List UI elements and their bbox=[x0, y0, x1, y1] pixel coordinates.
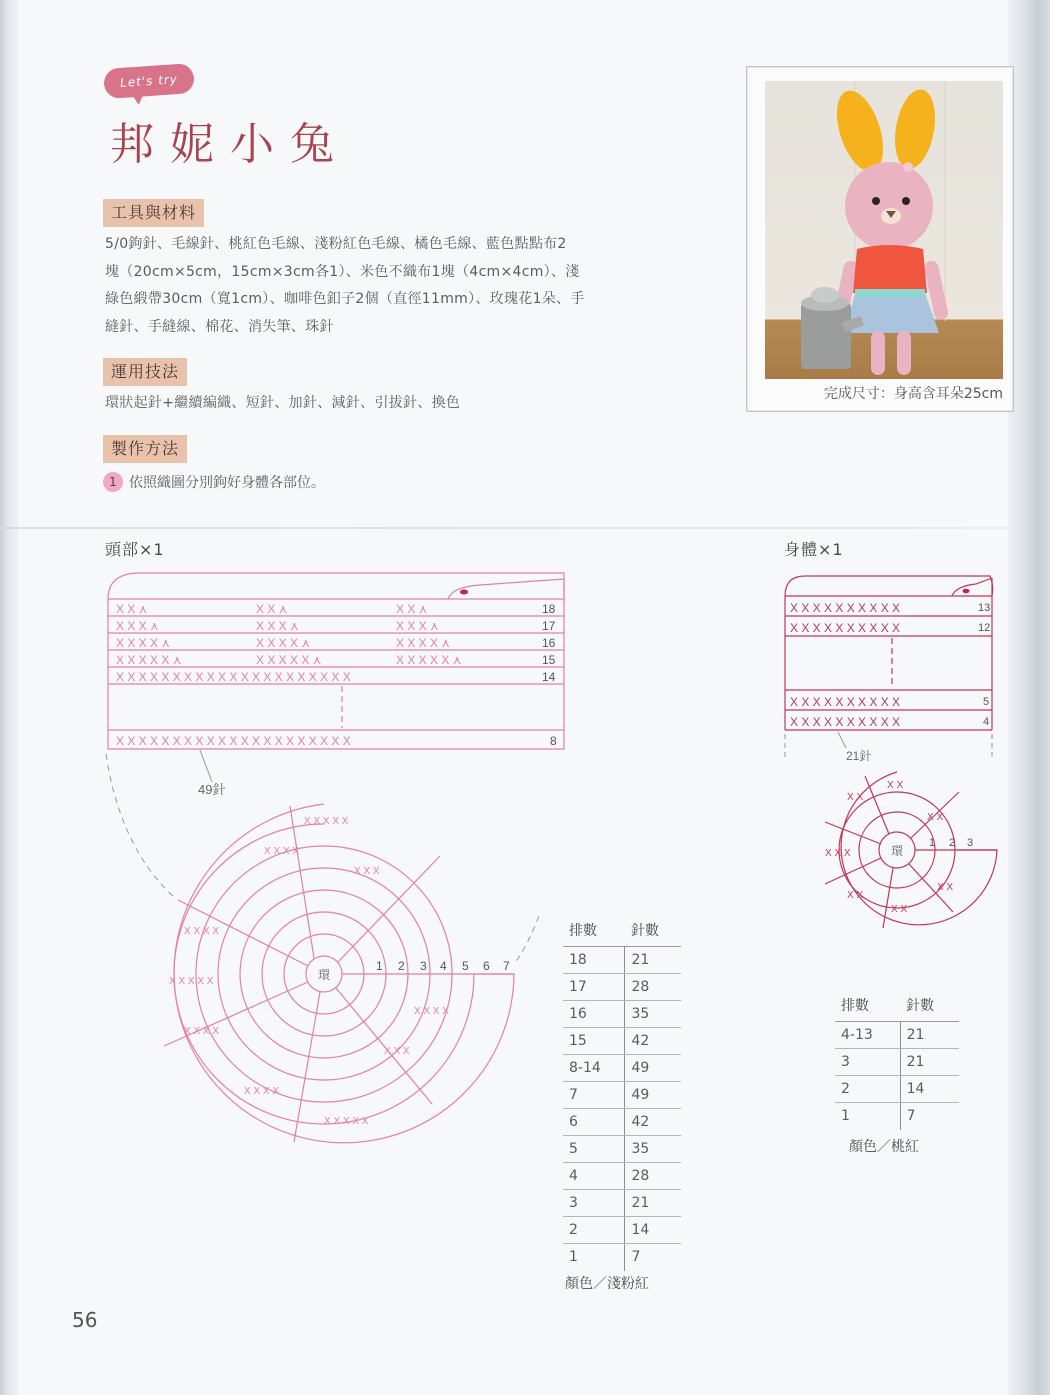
round-number: 3 bbox=[420, 959, 427, 973]
col-header-stitches: 針數 bbox=[625, 920, 681, 947]
table-row bbox=[563, 1217, 681, 1244]
row-number: 16 bbox=[542, 636, 556, 650]
materials-line: 縫針、手縫線、棉花、消失筆、珠針 bbox=[105, 318, 334, 335]
section-label-techniques: 運用技法 bbox=[103, 358, 187, 386]
table-cell: 35 bbox=[625, 1136, 681, 1163]
col-header-rows: 排數 bbox=[563, 920, 625, 947]
diagram-text: X X ⋏ bbox=[256, 602, 288, 616]
table-cell: 21 bbox=[625, 947, 681, 974]
diagram-text: X X X bbox=[825, 848, 851, 859]
table-cell: 7 bbox=[563, 1082, 625, 1109]
table-cell: 2 bbox=[835, 1076, 900, 1103]
head-center-ring-label: 環 bbox=[318, 968, 331, 982]
diagram-text: X X X X ⋏ bbox=[116, 636, 171, 650]
row-number: 18 bbox=[542, 602, 556, 616]
table-row bbox=[835, 1049, 959, 1076]
table-cell: 18 bbox=[563, 947, 625, 974]
table-cell: 5 bbox=[563, 1136, 625, 1163]
round-number: 5 bbox=[462, 959, 469, 973]
head-stitch-count-note: 49針 bbox=[198, 782, 226, 797]
bunny-illustration bbox=[765, 81, 1003, 379]
row-number: 13 bbox=[978, 602, 991, 614]
diagram-text: X X X X X X X X X X bbox=[790, 715, 901, 729]
materials-line: 塊（20cm×5cm，15cm×3cm各1）、米色不織布1塊（4cm×4cm）、淺 bbox=[105, 263, 580, 280]
table-row bbox=[563, 1109, 681, 1136]
finished-photo-frame bbox=[746, 66, 1014, 412]
diagram-text: X X X ⋏ bbox=[116, 619, 159, 633]
diagram-text: X X X bbox=[384, 1046, 410, 1057]
diagram-text: X X X X ⋏ bbox=[256, 636, 311, 650]
table-cell: 4-13 bbox=[835, 1022, 900, 1049]
round-stitch-symbols bbox=[169, 816, 449, 1127]
diagram-text: X X bbox=[847, 890, 864, 901]
table-row bbox=[563, 1136, 681, 1163]
diagram-text: X X X X ⋏ bbox=[396, 636, 451, 650]
table-cell: 17 bbox=[563, 974, 625, 1001]
table-cell: 15 bbox=[563, 1028, 625, 1055]
materials-line: 5/0鉤針、毛線針、桃紅色毛線、淺粉紅色毛線、橘色毛線、藍色點點布2 bbox=[105, 236, 567, 252]
table-cell: 42 bbox=[625, 1109, 681, 1136]
diagram-text: X X X X X X X X X X bbox=[790, 621, 901, 635]
diagram-text: X X X X bbox=[264, 846, 300, 857]
body-color-note: 顏色／桃紅 bbox=[849, 1139, 919, 1155]
body-row-chart bbox=[780, 568, 1000, 768]
table-row bbox=[563, 1244, 681, 1271]
table-cell: 49 bbox=[625, 1055, 681, 1082]
book-spine-shadow bbox=[0, 0, 18, 1395]
diagram-text: X X X ⋏ bbox=[396, 619, 439, 633]
diagram-text: X X X X X bbox=[304, 816, 349, 827]
page-number: 56 bbox=[72, 1308, 98, 1332]
round-number: 1 bbox=[376, 959, 383, 973]
diagram-text: X X ⋏ bbox=[116, 602, 148, 616]
table-row bbox=[835, 1022, 959, 1049]
head-round-chart bbox=[100, 748, 540, 1148]
diagram-text: X X X X bbox=[184, 926, 220, 937]
step-number-badge: 1 bbox=[103, 472, 123, 492]
table-row bbox=[563, 1082, 681, 1109]
scan-fold-line bbox=[0, 527, 1010, 529]
table-row bbox=[563, 974, 681, 1001]
section-label-tools: 工具與材料 bbox=[103, 199, 204, 227]
diagram-text: X X X X X bbox=[169, 976, 214, 987]
table-cell: 8-14 bbox=[563, 1055, 625, 1082]
diagram-text: X X ⋏ bbox=[396, 602, 428, 616]
diagram-text: X X X X X X X X X X bbox=[790, 601, 901, 615]
round-number: 2 bbox=[398, 959, 405, 973]
table-row bbox=[563, 1001, 681, 1028]
table-cell: 49 bbox=[625, 1082, 681, 1109]
col-header-stitches: 針數 bbox=[900, 995, 959, 1022]
diagram-text bbox=[835, 995, 959, 1022]
diagram-text: X X X X bbox=[414, 1006, 450, 1017]
techniques-text: 環狀起針+繼續編織、短針、加針、減針、引拔針、換色 bbox=[105, 395, 461, 411]
diagram-text: X X X X bbox=[184, 1026, 220, 1037]
page-title: 邦妮小兔 bbox=[110, 119, 350, 170]
table-cell: 2 bbox=[563, 1217, 625, 1244]
table-row bbox=[563, 1190, 681, 1217]
diagram-text: X X X X X bbox=[324, 1116, 369, 1127]
lets-try-badge: Let's try bbox=[103, 63, 195, 99]
table-row bbox=[563, 1163, 681, 1190]
diagram-text: X X X X X X X X X X bbox=[790, 695, 901, 709]
page-edge-shadow bbox=[1008, 0, 1050, 1395]
body-center-ring-label: 環 bbox=[891, 844, 904, 858]
table-row bbox=[563, 1055, 681, 1082]
diagram-text: X X X X X X X X X X X X X X X X X X X X X bbox=[116, 734, 351, 748]
diagram-text: X X X X X X X X X X X X X X X X X X X X X bbox=[116, 670, 351, 684]
diagram-text: X X bbox=[887, 780, 904, 791]
row-number: 5 bbox=[983, 696, 990, 708]
diagram-text: X X bbox=[937, 882, 954, 893]
table-cell: 3 bbox=[835, 1049, 900, 1076]
diagram-text: X X X X X ⋏ bbox=[396, 653, 462, 667]
round-number: 3 bbox=[967, 837, 974, 849]
step-text: 依照織圖分別鉤好身體各部位。 bbox=[129, 475, 325, 491]
round-number: 2 bbox=[949, 837, 956, 849]
row-number: 15 bbox=[542, 653, 556, 667]
table-row bbox=[563, 947, 681, 974]
row-number: 4 bbox=[983, 716, 990, 728]
table-row bbox=[835, 1076, 959, 1103]
table-cell: 7 bbox=[906, 1108, 916, 1125]
head-row-chart bbox=[100, 565, 580, 755]
table-cell: 21 bbox=[900, 1049, 959, 1076]
table-cell: 35 bbox=[625, 1001, 681, 1028]
round-number: 4 bbox=[440, 959, 447, 973]
bunny-photo bbox=[765, 81, 1003, 379]
table-cell: 1 bbox=[563, 1244, 625, 1271]
diagram-text: X X X ⋏ bbox=[256, 619, 299, 633]
head-count-table bbox=[563, 920, 681, 1271]
col-header-rows: 排數 bbox=[835, 995, 900, 1022]
table-cell: 21 bbox=[625, 1190, 681, 1217]
diagram-text: X X X X bbox=[244, 1086, 280, 1097]
diagram-text: X X X X X ⋏ bbox=[116, 653, 182, 667]
round-number: 6 bbox=[483, 959, 490, 973]
stitch-symbols bbox=[116, 602, 462, 748]
table-cell: 28 bbox=[625, 974, 681, 1001]
table-cell: 21 bbox=[900, 1022, 959, 1049]
diagram-text: X X X X X ⋏ bbox=[256, 653, 322, 667]
round-number: 1 bbox=[929, 837, 936, 849]
body-round-chart bbox=[805, 762, 1005, 942]
row-number: 8 bbox=[550, 734, 557, 748]
table-row bbox=[563, 1028, 681, 1055]
diagram-text bbox=[563, 920, 681, 947]
row-number: 14 bbox=[542, 670, 556, 684]
body-stitch-count-note: 21針 bbox=[846, 749, 872, 763]
materials-line: 綠色緞帶30cm（寬1cm）、咖啡色釦子2個（直徑11mm）、玫瑰花1朵、手 bbox=[105, 291, 585, 307]
method-step bbox=[103, 472, 325, 492]
table-cell: 1 bbox=[835, 1103, 900, 1130]
table-cell: 28 bbox=[625, 1163, 681, 1190]
round-number: 7 bbox=[503, 959, 510, 973]
section-label-method: 製作方法 bbox=[103, 435, 187, 463]
diagram-text: X X X bbox=[354, 866, 380, 877]
table-cell: 14 bbox=[625, 1217, 681, 1244]
table-cell: 6 bbox=[563, 1109, 625, 1136]
head-color-note: 顏色／淺粉紅 bbox=[565, 1276, 649, 1292]
body-count-table bbox=[835, 995, 959, 1130]
finished-size-caption: 完成尺寸：身高含耳朵25cm bbox=[823, 386, 1003, 402]
table-cell: 4 bbox=[563, 1163, 625, 1190]
table-cell: 42 bbox=[625, 1028, 681, 1055]
table-cell: 7 bbox=[631, 1249, 641, 1266]
table-cell: 14 bbox=[900, 1076, 959, 1103]
head-diagram-label: 頭部×1 bbox=[105, 540, 165, 559]
table-cell: 3 bbox=[563, 1190, 625, 1217]
diagram-text: X X bbox=[927, 812, 944, 823]
row-number: 12 bbox=[978, 622, 991, 634]
row-number: 17 bbox=[542, 619, 556, 633]
table-row bbox=[835, 1103, 959, 1130]
body-diagram-label: 身體×1 bbox=[784, 540, 844, 559]
materials-text bbox=[105, 231, 585, 341]
diagram-text: X X bbox=[891, 904, 908, 915]
diagram-text: X X bbox=[847, 792, 864, 803]
table-cell: 16 bbox=[563, 1001, 625, 1028]
